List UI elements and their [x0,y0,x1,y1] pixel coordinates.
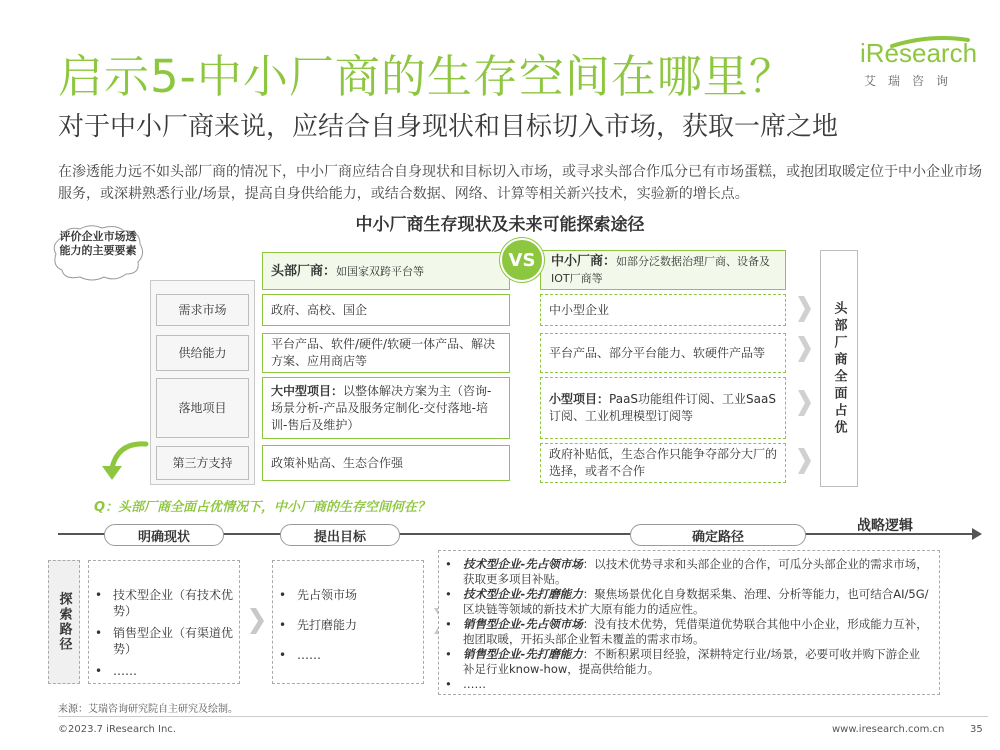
list-item: • 销售型企业（有渠道优势） [89,625,239,657]
curved-arrow-icon [98,438,150,484]
vs-badge: VS [500,238,544,282]
list-item [439,677,929,692]
factor-third-party: 第三方支持 [156,446,249,480]
path-label-box [48,560,80,684]
sme-vendor-label: 中小厂商： [551,254,617,269]
head-projects-desc: 以整体解决方案为主（咨询-场景分析-产品及服务定制化-交付落地-培训-售后及维护） [271,383,492,432]
factor-supply: 供给能力 [156,335,249,371]
path-item-text: ：聚焦场景优化自身数据采集、治理、分析等能力，也可结合AI/5G/区块链等领域的新技术扩大原有能力的适应性。 [463,587,929,616]
path-detail-box [438,550,940,695]
sme-supply-cell: 平台产品、部分平台能力、软硬件产品等 [540,333,786,373]
goal-box [272,560,424,684]
sme-demand-cell: 中小型企业 [540,294,786,326]
path-item-text: ：没有技术优势，凭借渠道优势联合其他中小企业，形成能力互补，抱团取暖，开拓头部企业暂未覆盖的需求市场。 [463,617,928,646]
head-projects-bold: 大中型项目： [271,383,344,398]
sme-vendor-header [540,250,786,290]
axis-arrow-icon [972,528,982,540]
path-item-title: 销售型企业-先占领市场 [463,617,583,631]
page-number: 35 [970,724,983,735]
sme-vendor-desc: 如部分泛数据治理厂商、设备及IOT厂商等 [551,255,771,285]
sme-projects-bold: 小型项目： [549,392,610,406]
copyright: ©2023.7 iResearch Inc. [58,724,176,735]
path-item-title: 销售型企业-先打磨能力 [463,647,583,661]
head-supply-cell: 平台产品、软件/硬件/软硬一体产品、解决方案、应用商店等 [262,333,510,373]
list-item: • 技术型企业（有技术优势） [89,587,239,619]
list-item: • 先打磨能力 [273,617,423,633]
section-title: 中小厂商生存现状及未来可能探索途径 [355,215,645,235]
step-current-state: 明确现状 [104,524,224,546]
factor-projects: 落地项目 [156,378,249,438]
intro-paragraph: 在渗透能力远不如头部厂商的情况下，中小厂商应结合自身现状和目标切入市场，或寻求头部合作瓜分已有市场蛋糕，或抱团取暖定位于中小企业市场服务，或深耕熟悉行业/场景，提高自身供给能力，或结合数据、网络、计算等相关新兴技术，实验新的增长点。 [58,164,982,202]
list-item [439,587,929,616]
list-item: • …… [273,647,423,663]
list-item [439,617,929,646]
factors-bubble [50,224,146,282]
step-set-goal: 提出目标 [280,524,400,546]
sme-projects-text [549,391,777,425]
head-vendor-desc: 如国家双跨平台等 [336,264,425,278]
page-subtitle: 对于中小厂商来说，应结合自身现状和目标切入市场，获取一席之地 [58,112,839,142]
page-title: 启示5-中小厂商的生存空间在哪里？ [58,50,795,103]
head-vendor-label: 头部厂商： [271,263,337,279]
list-item: • …… [89,663,239,679]
head-demand-cell: 政府、高校、国企 [262,294,510,326]
sme-third-party-cell: 政府补贴低，生态合作只能争夺部分大厂的选择，或者不合作 [540,443,786,483]
goal-list [273,587,423,663]
list-item: • 先占领市场 [273,587,423,603]
website-link[interactable]: www.iresearch.com.cn [832,724,945,735]
head-third-party-cell: 政策补贴高、生态合作强 [262,445,510,481]
current-state-list [89,587,239,679]
logo-cn: 艾瑞咨询 [864,74,961,88]
chevron-right-icons [798,292,812,482]
head-projects-cell [262,377,510,439]
path-item-text: ：不断积累项目经验，深耕特定行业/场景，必要可收并购下游企业补足行业know-how，提高供给能力。 [463,647,921,676]
list-item [439,557,929,586]
path-item-text: ：以技术优势寻求和头部企业的合作，可瓜分头部企业的需求市场，获取更多项目补贴。 [463,557,928,586]
axis-label: 战略逻辑 [857,518,913,534]
head-dominance-text: 头部厂商全面占优 [831,300,847,437]
sme-vendor-text [551,253,777,287]
bubble-text: 评价企业市场透能力的主要要素 [59,230,137,257]
sme-projects-cell [540,377,786,439]
source-note: 来源：艾瑞咨询研究院自主研究及绘制。 [58,704,238,715]
current-state-box [88,560,240,684]
head-vendor-header [262,252,510,290]
path-label: 探索路径 [56,592,72,652]
head-projects-text [271,383,501,434]
path-item-title: 技术型企业-先打磨能力 [463,587,583,601]
key-question: Q：头部厂商全面占优情况下，中小厂商的生存空间何在？ [94,500,431,515]
iresearch-logo [860,36,978,92]
sme-projects-desc: PaaS功能组件订阅、工业SaaS订阅、工业机理模型订阅等 [549,392,776,423]
chevron-right-icon [250,608,264,634]
step-determine-path: 确定路径 [630,524,806,546]
factor-demand: 需求市场 [156,294,249,326]
path-item-title: 技术型企业-先占领市场 [463,557,583,571]
logo-word: iResearch [860,38,978,68]
footer-divider [58,716,988,717]
path-detail-list [439,557,929,692]
list-item [439,647,929,676]
head-dominance-box [820,250,858,487]
path-item-text: …… [463,677,486,691]
